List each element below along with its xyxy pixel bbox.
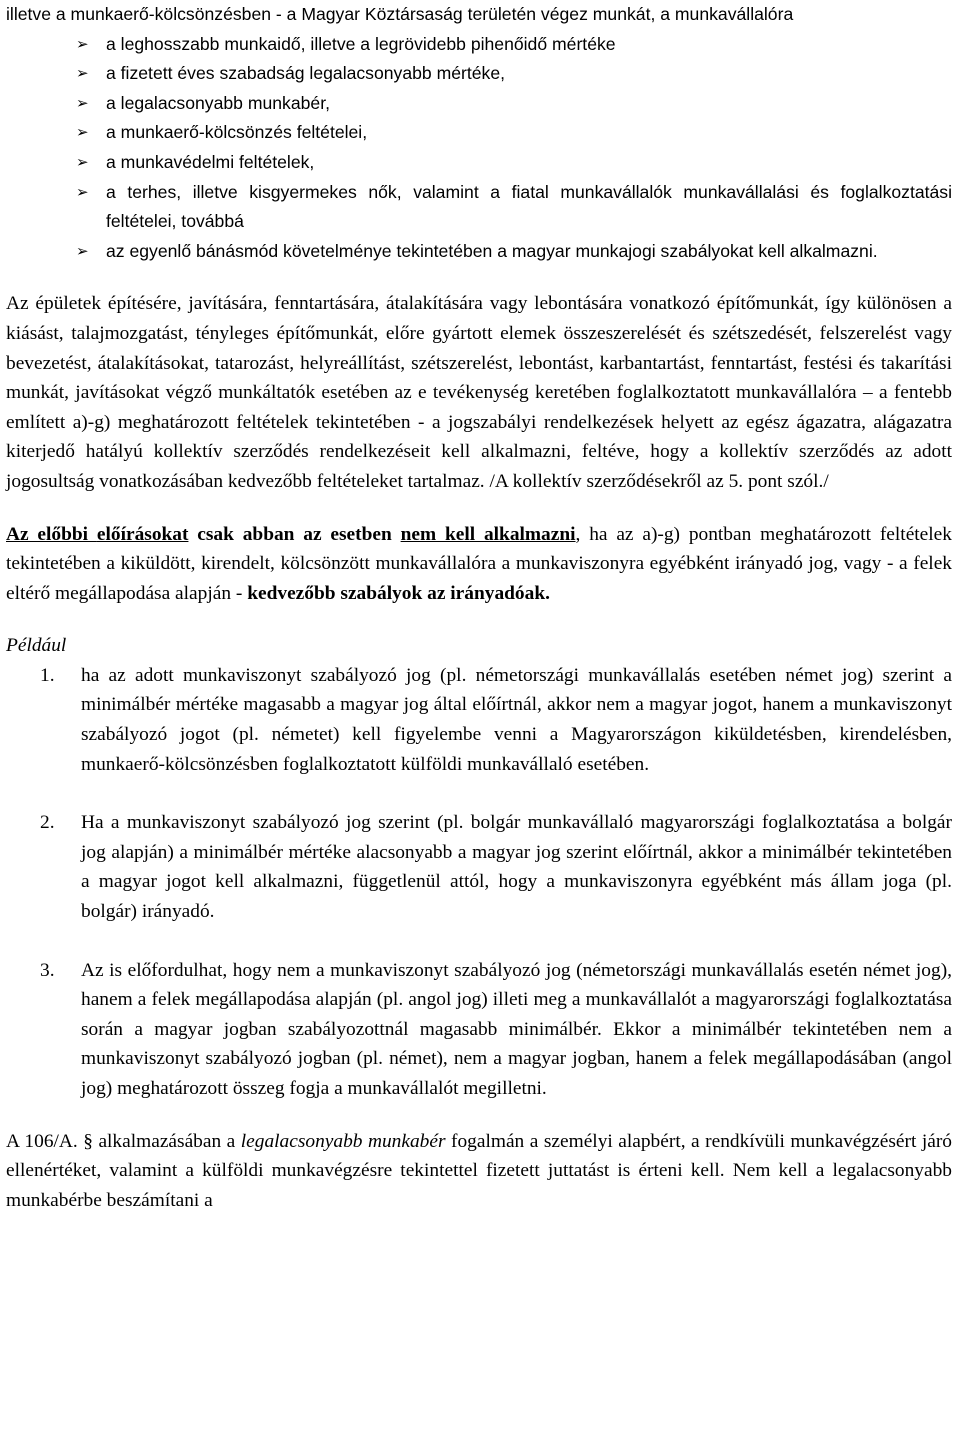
- item-number: 3.: [40, 959, 55, 981]
- arrowhead-bullet-icon: ➢: [76, 34, 89, 53]
- list-item: ➢ a terhes, illetve kisgyermekes nők, valamint a fiatal munkavállalók munkavállalási és foglalkoztatási feltételei, továbbá: [76, 178, 952, 237]
- arrowhead-bullet-icon: ➢: [76, 64, 89, 83]
- list-item: ➢ a legalacsonyabb munkabér,: [76, 89, 952, 119]
- example-heading: Például: [6, 635, 67, 657]
- list-item: 3. Az is előfordulhat, hogy nem a munkaviszonyt szabályozó jog (németországi munkavállalás esetén német jog), hanem a felek megállapodása alapján (pl. angol jog) illeti meg a munkavállalót a magyarországi foglalkoztatása során a magyar jogban szabályozottnál magasabb minimálbér. Ekkor a minimálbér tekintetében nem a munkaviszonyt szabályozó jogban (pl. német), nem a magyar jogban, hanem a felek megállapodásában (angol jog) meghatározott összeg fogja a munkavállalót megilletni.: [6, 956, 952, 1104]
- exception-paragraph: Az előbbi előírásokat csak abban az esetben nem kell alkalmazni, ha az a)-g) pontban meghatározott feltételek tekintetében a kiküldött, kirendelt, kölcsönzött munkavállalóra a munkaviszonyra egyébként irányadó jog, vagy - a felek eltérő megállapodása alapján - kedvezőbb szabályok az irányadóak.: [6, 523, 952, 604]
- spacer: [6, 608, 952, 631]
- spacer: [6, 266, 952, 289]
- section-106a-paragraph: A 106/A. § alkalmazásában a legalacsonyabb munkabér fogalmán a személyi alapbért, a rendkívüli munkavégzésért járó ellenértéket, valamint a külföldi munkavégzésre tekintettel fizetett juttatást is érteni kell. Nem kell a legalacsonyabb munkabérbe beszámítani a: [6, 1130, 952, 1211]
- item-number: 1.: [40, 664, 55, 686]
- arrowhead-bullet-icon: ➢: [76, 241, 89, 260]
- construction-paragraph: Az épületek építésére, javítására, fenntartására, átalakítására vagy lebontására vonatkozó építőmunkát, így különösen a kiásást, talajmozgatást, tényleges építőmunkát, előre gyártott elemek összeszerelését és szétszedését, felszerelést vagy bevezetést, átalakításokat, tatarozást, helyreállítást, szétszerelést, lebontást, karbantartást, fenntartást, festési és takarítási munkát, javításokat végző munkáltatók esetében az e tevékenység keretében foglalkoztatott munkavállalóra – a fentebb említett a)-g) meghatározott feltételek tekintetében - a jogszabályi rendelkezések helyett az egész ágazatra, alágazatra kiterjedő hatályú kollektív szerződés rendelkezéseit kell alkalmazni, feltéve, hogy a kollektív szerződés az adott jogosultság vonatkozásában kedvezőbb feltételeket tartalmaz. /A kollektív szerződésekről az 5. pont szól./: [6, 293, 952, 492]
- arrowhead-bullet-icon: ➢: [76, 182, 89, 201]
- list-item: ➢ a munkavédelmi feltételek,: [76, 148, 952, 178]
- arrowhead-bullet-icon: ➢: [76, 93, 89, 112]
- intro-line: illetve a munkaerő-kölcsönzésben - a Magyar Köztársaság területén végez munkát, a munkavállalóra: [6, 4, 794, 24]
- list-item: ➢ a fizetett éves szabadság legalacsonyabb mértéke,: [76, 59, 952, 89]
- arrowhead-bullet-icon: ➢: [76, 152, 89, 171]
- list-item: ➢ az egyenlő bánásmód követelménye tekintetében a magyar munkajogi szabályokat kell alkalmazni.: [76, 237, 952, 267]
- arrowhead-bullet-icon: ➢: [76, 123, 89, 142]
- item-number: 2.: [40, 812, 55, 834]
- examples-list: [6, 661, 952, 1104]
- list-item: ➢ a munkaerő-kölcsönzés feltételei,: [76, 118, 952, 148]
- list-item: 1. ha az adott munkaviszonyt szabályozó jog (pl. németországi munkavállalás esetében német jog) szerint a minimálbér mértéke magasabb a magyar jog által előírtnál, akkor nem a magyar jogot, hanem a munkaviszonyt szabályozó jogot (pl. németet) kell figyelembe venni a Magyarországon kiküldetésben, kirendelésben, munkaerő-kölcsönzésben foglalkoztatott külföldi munkavállaló esetében.: [6, 661, 952, 779]
- list-item: 2. Ha a munkaviszonyt szabályozó jog szerint (pl. bolgár munkavállaló magyarországi foglalkoztatása a bolgár jog alapján) a minimálbér mértéke alacsonyabb a magyar jog szerint előírtnál, akkor a minimálbér tekintetében a magyar jogot kell alkalmazni, függetlenül attól, hogy a munkaviszonyra egyébként más állam joga (pl. bolgár) irányadó.: [6, 808, 952, 926]
- conditions-list: [6, 30, 952, 267]
- spacer: [6, 1104, 952, 1127]
- spacer: [6, 497, 952, 520]
- list-item: ➢ a leghosszabb munkaidő, illetve a legrövidebb pihenőidő mértéke: [76, 30, 952, 60]
